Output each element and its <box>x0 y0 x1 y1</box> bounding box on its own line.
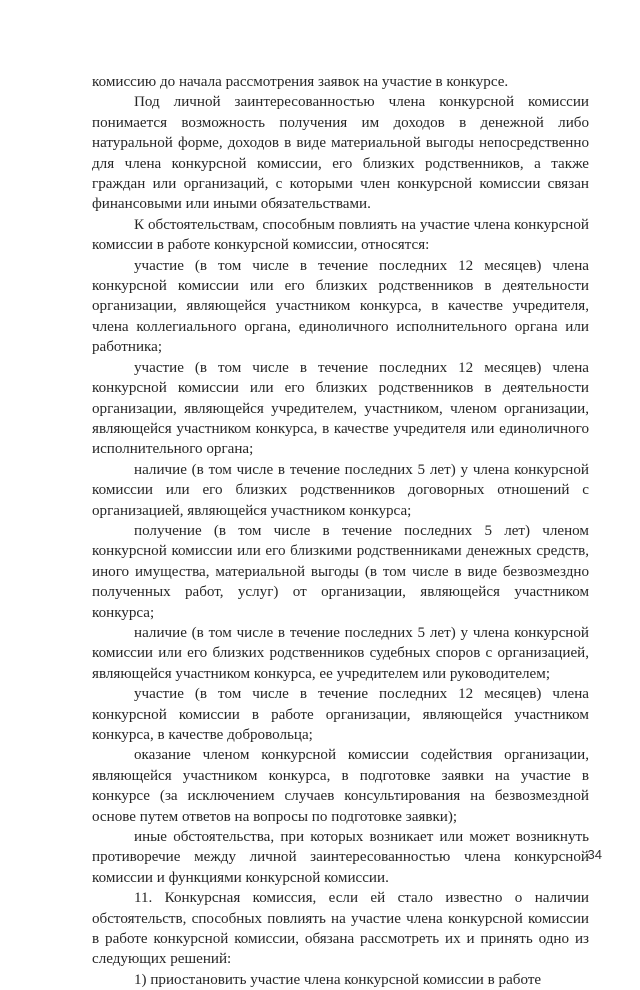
page-number: 34 <box>587 847 602 862</box>
list-item-contract-relations: наличие (в том числе в течение последних 5 лет) у члена конкурсной комиссии или его близких родственников договорных отношений с организацией, являющейся участником конкурса; <box>92 461 589 519</box>
document-body <box>92 72 589 990</box>
paragraph-decision-1: 1) приостановить участие члена конкурсной комиссии в работе <box>134 971 542 988</box>
list-item-assistance: оказание членом конкурсной комиссии содействия организации, являющейся участником конкурса, в подготовке заявки на участие в конкурсе (за исключением случаев консультирования на безвозмездной основе путем ответов на вопросы по подготовке заявки); <box>92 747 589 825</box>
list-item-participation-founder: участие (в том числе в течение последних 12 месяцев) члена конкурсной комиссии или его близких родственников в деятельности организации, являющейся участником конкурса, в качестве учредителя, члена коллегиального органа, единоличного исполнительного органа или работника; <box>92 257 589 356</box>
list-item-volunteer: участие (в том числе в течение последних 12 месяцев) члена конкурсной комиссии в работе организации, являющейся участником конкурса, в качестве добровольца; <box>92 686 589 743</box>
paragraph-section-11: 11. Конкурсная комиссия, если ей стало известно о наличии обстоятельств, способных повлиять на участие члена конкурсной комиссии в работе конкурсной комиссии, обязана рассмотреть их и принять одно из следующих решений: <box>92 890 589 968</box>
list-item-other-circumstances: иные обстоятельства, при которых возникает или может возникнуть противоречие между личной заинтересованностью члена конкурсной комиссии и функциями конкурсной комиссии. <box>92 829 589 886</box>
paragraph-circumstances-intro: К обстоятельствам, способным повлиять на участие члена конкурсной комиссии в работе конкурсной комиссии, относятся: <box>92 216 589 254</box>
list-item-receiving-funds: получение (в том числе в течение последних 5 лет) членом конкурсной комиссии или его близкими родственниками денежных средств, иного имущества, материальной выгоды (в том числе в виде безвозмездно полученных работ, услуг) от организации, являющейся участником конкурса; <box>92 522 589 621</box>
list-item-court-disputes: наличие (в том числе в течение последних 5 лет) у члена конкурсной комиссии или его близких родственников судебных споров с организацией, являющейся участником конкурса, ее учредителем или руководителем; <box>92 624 589 682</box>
list-item-participation-member-org: участие (в том числе в течение последних 12 месяцев) члена конкурсной комиссии или его близких родственников в деятельности организации, являющейся учредителем, участником, членом организации, являющейся участником конкурса, в качестве учредителя или единоличного исполнительного органа; <box>92 359 589 458</box>
paragraph-personal-interest-definition: Под личной заинтересованностью члена конкурсной комиссии понимается возможность получения им доходов в денежной либо натуральной форме, доходов в виде материальной выгоды непосредственно для члена конкурсной комиссии, его близких родственников, а также граждан или организаций, с которыми член конкурсной комиссии связан финансовыми или иными обязательствами. <box>92 94 589 213</box>
paragraph-continuation: комиссию до начала рассмотрения заявок на участие в конкурсе. <box>92 74 509 90</box>
